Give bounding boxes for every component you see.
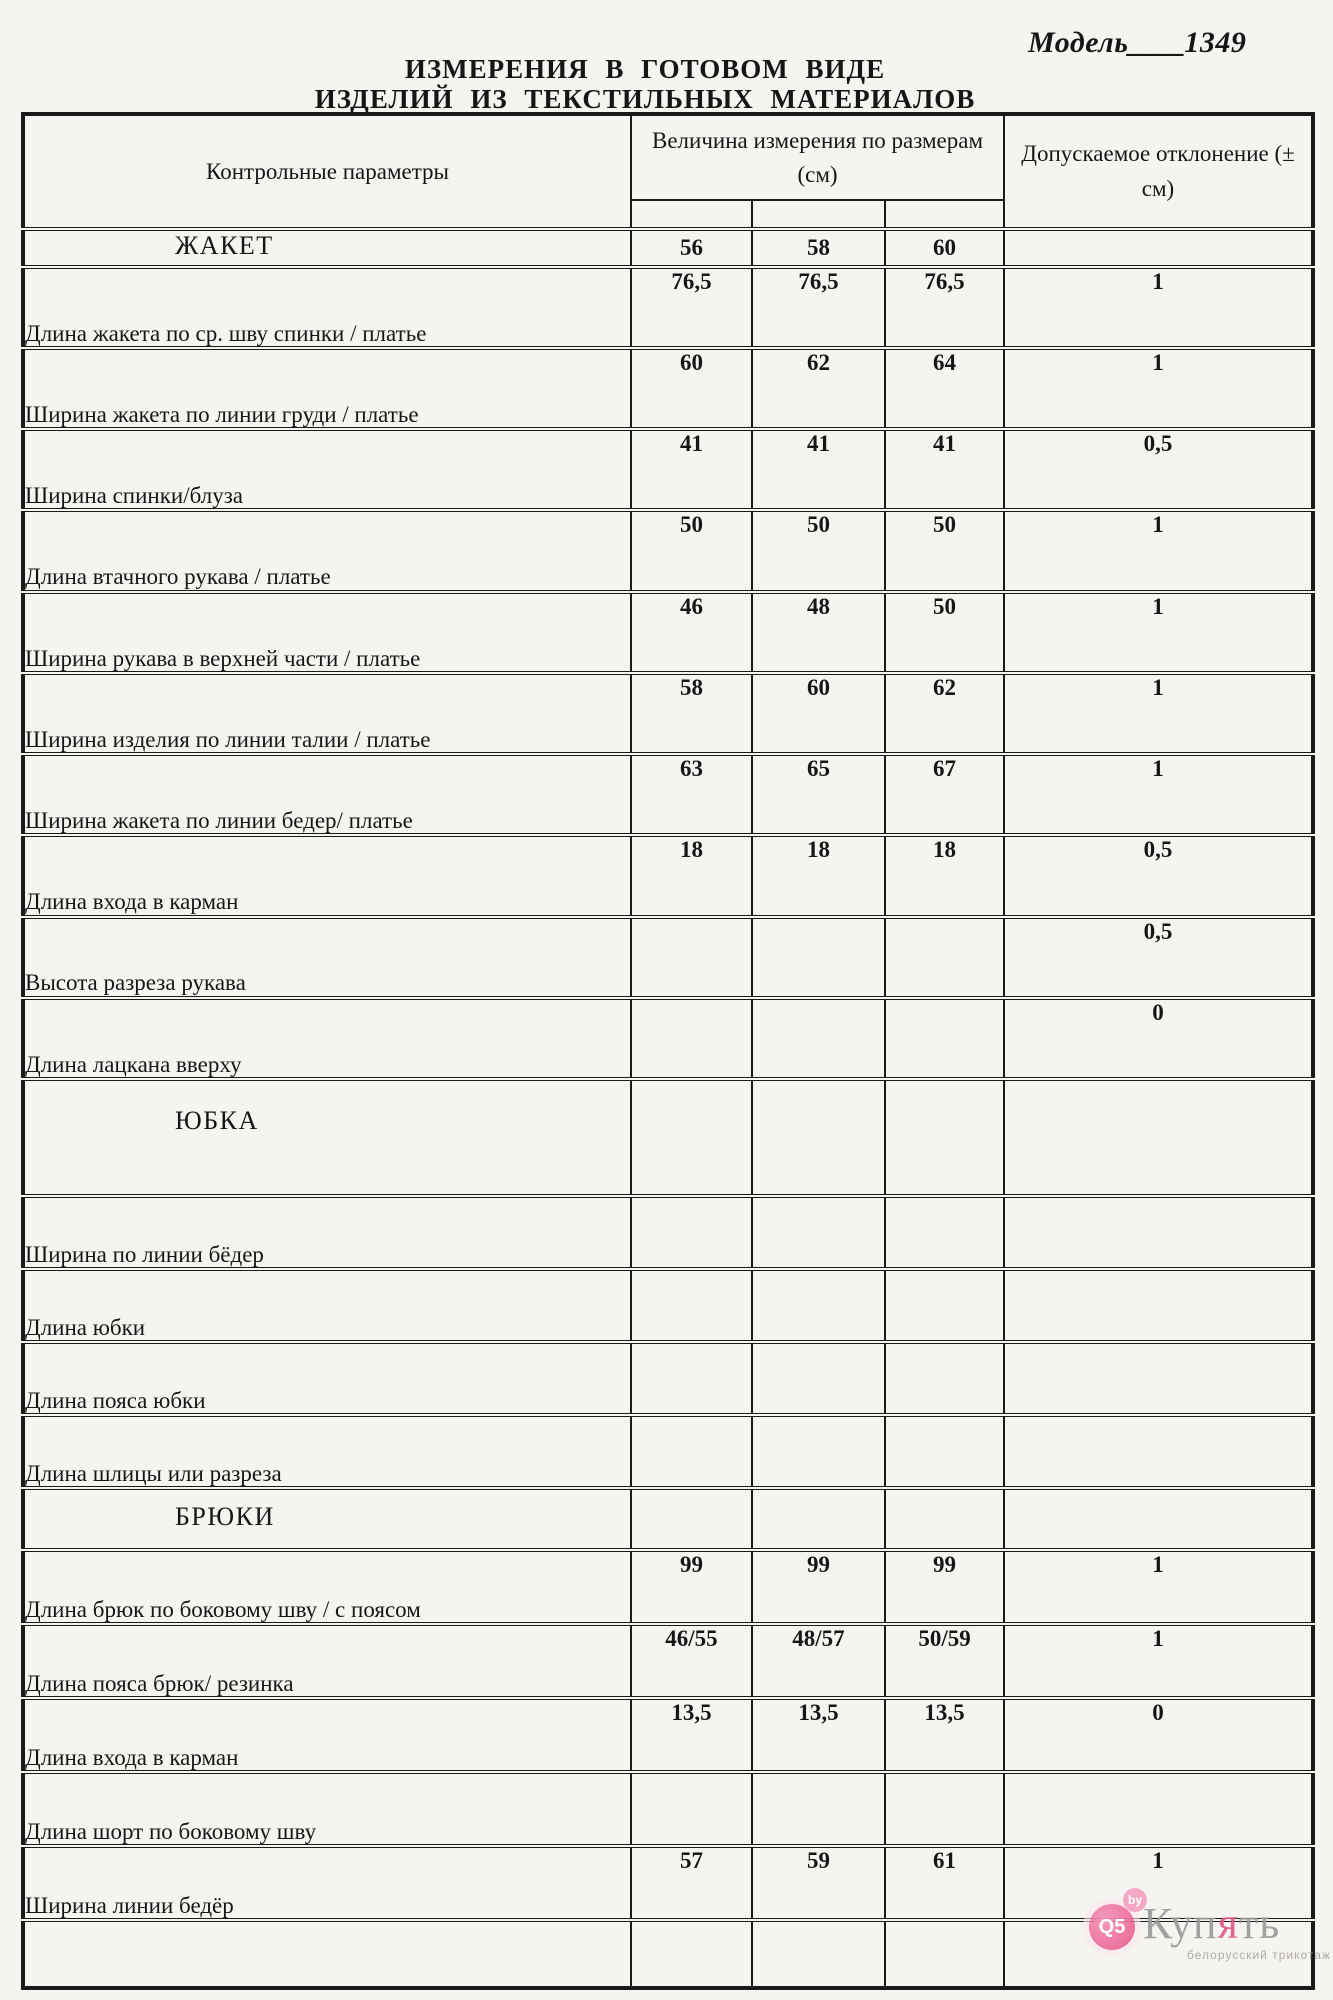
model-blank-line: ____ [1128, 26, 1185, 59]
tolerance-value [1004, 1772, 1313, 1846]
size-value-3 [885, 1920, 1004, 1988]
size-value-2: 13,5 [752, 1698, 885, 1772]
size-value-2: 59 [752, 1846, 885, 1920]
tolerance-value: 0,5 [1004, 429, 1313, 510]
tolerance-value: 0,5 [1004, 835, 1313, 916]
size-value-3 [885, 1269, 1004, 1342]
tolerance-value: 1 [1004, 510, 1313, 591]
size-value-1: 60 [631, 348, 752, 429]
size-value-3: 50/59 [885, 1624, 1004, 1698]
param-row [23, 1342, 1313, 1415]
header-allowed-deviation: Допускаемое отклонение (± см) [1004, 114, 1313, 229]
param-label: Длина входа в карман [23, 835, 631, 916]
size-value-2: 18 [752, 835, 885, 916]
param-label: Ширина рукава в верхней части / платье [23, 592, 631, 673]
size-value-1: 41 [631, 429, 752, 510]
size-value-3: 50 [885, 592, 1004, 673]
param-label: Высота разреза рукава [23, 917, 631, 998]
tolerance-value: 1 [1004, 1550, 1313, 1624]
section-label: ЖАКЕТ [23, 229, 631, 267]
size-value-2: 41 [752, 429, 885, 510]
size-subcell-3 [885, 200, 1004, 229]
table-header-row [23, 114, 1313, 200]
tolerance-value [1004, 1342, 1313, 1415]
size-value-3 [885, 1415, 1004, 1488]
size-value-1: 76,5 [631, 267, 752, 348]
size-value-2: 58 [752, 229, 885, 267]
size-value-2 [752, 1196, 885, 1269]
title-line-2: ИЗДЕЛИЙ ИЗ ТЕКСТИЛЬНЫХ МАТЕРИАЛОВ [314, 84, 976, 115]
param-label: Ширина жакета по линии бедер/ платье [23, 754, 631, 835]
size-value-3 [885, 1196, 1004, 1269]
size-value-3 [885, 1772, 1004, 1846]
size-value-2: 48/57 [752, 1624, 885, 1698]
size-value-2 [752, 1079, 885, 1196]
size-value-1 [631, 1920, 752, 1988]
section-row [23, 1488, 1313, 1550]
size-value-2: 76,5 [752, 267, 885, 348]
size-value-1 [631, 1488, 752, 1550]
size-value-3 [885, 1488, 1004, 1550]
section-label: БРЮКИ [23, 1488, 631, 1550]
size-value-3: 76,5 [885, 267, 1004, 348]
size-subcell-2 [752, 200, 885, 229]
size-value-1: 13,5 [631, 1698, 752, 1772]
param-label: Длина шлицы или разреза [23, 1415, 631, 1488]
size-value-3 [885, 1342, 1004, 1415]
size-value-2: 60 [752, 673, 885, 754]
document-title [0, 54, 1290, 114]
param-row [23, 998, 1313, 1079]
size-value-1 [631, 1772, 752, 1846]
size-value-1: 50 [631, 510, 752, 591]
param-label: Ширина по линии бёдер [23, 1196, 631, 1269]
tolerance-value: 1 [1004, 592, 1313, 673]
tolerance-value [1004, 229, 1313, 267]
tolerance-value: 1 [1004, 1624, 1313, 1698]
tolerance-value: 0 [1004, 1698, 1313, 1772]
size-value-2 [752, 1772, 885, 1846]
size-value-1 [631, 998, 752, 1079]
param-label: Ширина спинки/блуза [23, 429, 631, 510]
param-row [23, 348, 1313, 429]
brand-accent-letter: я [1217, 1899, 1239, 1948]
size-value-1 [631, 1079, 752, 1196]
size-value-2 [752, 1488, 885, 1550]
size-value-1: 18 [631, 835, 752, 916]
size-value-2: 65 [752, 754, 885, 835]
section-label: ЮБКА [23, 1079, 631, 1196]
param-label [23, 1920, 631, 1988]
tolerance-value [1004, 1415, 1313, 1488]
size-value-2 [752, 1269, 885, 1342]
param-row [23, 1846, 1313, 1920]
size-value-2 [752, 917, 885, 998]
size-value-2: 99 [752, 1550, 885, 1624]
tolerance-value: 1 [1004, 348, 1313, 429]
param-row [23, 1415, 1313, 1488]
size-value-3: 13,5 [885, 1698, 1004, 1772]
title-line-1: ИЗМЕРЕНИЯ В ГОТОВОМ ВИДЕ [404, 54, 886, 84]
param-label: Длина пояса юбки [23, 1342, 631, 1415]
size-value-3: 61 [885, 1846, 1004, 1920]
tolerance-value [1004, 1196, 1313, 1269]
size-value-3: 41 [885, 429, 1004, 510]
param-label: Длина юбки [23, 1269, 631, 1342]
size-value-2 [752, 1920, 885, 1988]
size-value-1 [631, 1415, 752, 1488]
param-row [23, 1550, 1313, 1624]
model-label: Модель [1028, 26, 1129, 59]
param-row [23, 429, 1313, 510]
size-value-3 [885, 998, 1004, 1079]
size-subcell-1 [631, 200, 752, 229]
size-value-2 [752, 998, 885, 1079]
size-value-1: 56 [631, 229, 752, 267]
tolerance-value [1004, 1079, 1313, 1196]
param-row [23, 1698, 1313, 1772]
param-label: Длина шорт по боковому шву [23, 1772, 631, 1846]
size-value-1 [631, 917, 752, 998]
size-value-2 [752, 1415, 885, 1488]
size-value-2 [752, 1342, 885, 1415]
tolerance-value: 1 [1004, 1846, 1313, 1920]
param-label: Длина лацкана вверху [23, 998, 631, 1079]
size-value-3: 60 [885, 229, 1004, 267]
param-label: Ширина изделия по линии талии / платье [23, 673, 631, 754]
param-row [23, 1269, 1313, 1342]
param-label: Длина входа в карман [23, 1698, 631, 1772]
param-row [23, 754, 1313, 835]
size-value-3: 99 [885, 1550, 1004, 1624]
size-value-3 [885, 1079, 1004, 1196]
size-value-1: 58 [631, 673, 752, 754]
section-row [23, 1079, 1313, 1196]
tolerance-value: 0,5 [1004, 917, 1313, 998]
size-value-1 [631, 1196, 752, 1269]
param-row [23, 1196, 1313, 1269]
size-value-3: 64 [885, 348, 1004, 429]
tolerance-value: 1 [1004, 673, 1313, 754]
watermark-by-badge: by [1123, 1888, 1147, 1912]
header-control-parameters: Контрольные параметры [23, 114, 631, 229]
size-value-2: 50 [752, 510, 885, 591]
size-value-1: 46/55 [631, 1624, 752, 1698]
size-value-1 [631, 1342, 752, 1415]
tolerance-value [1004, 1488, 1313, 1550]
size-value-1: 63 [631, 754, 752, 835]
param-row [23, 267, 1313, 348]
size-value-3: 67 [885, 754, 1004, 835]
param-row [23, 1772, 1313, 1846]
size-value-3: 50 [885, 510, 1004, 591]
tolerance-value [1004, 1920, 1313, 1988]
section-row [23, 229, 1313, 267]
param-row [23, 510, 1313, 591]
brand-head: Куп [1143, 1899, 1218, 1948]
size-value-2: 48 [752, 592, 885, 673]
tolerance-value: 1 [1004, 267, 1313, 348]
param-label: Длина втачного рукава / платье [23, 510, 631, 591]
measurements-table [21, 112, 1315, 1990]
param-row [23, 592, 1313, 673]
tolerance-value: 1 [1004, 754, 1313, 835]
param-row [23, 835, 1313, 916]
param-label: Ширина жакета по линии груди / платье [23, 348, 631, 429]
param-label: Длина пояса брюк/ резинка [23, 1624, 631, 1698]
watermark-tagline: белорусский трикотаж [1187, 1948, 1331, 1962]
empty-row [23, 1920, 1313, 1988]
size-value-1 [631, 1269, 752, 1342]
size-value-2: 62 [752, 348, 885, 429]
header-measurement-by-size: Величина измерения по размерам (см) [631, 114, 1004, 200]
param-label: Длина брюк по боковому шву / с поясом [23, 1550, 631, 1624]
size-value-1: 99 [631, 1550, 752, 1624]
param-row [23, 1624, 1313, 1698]
param-label: Длина жакета по ср. шву спинки / платье [23, 267, 631, 348]
watermark-badge-icon: Q5 [1089, 1904, 1135, 1950]
size-value-3: 18 [885, 835, 1004, 916]
size-value-3: 62 [885, 673, 1004, 754]
size-value-3 [885, 917, 1004, 998]
tolerance-value: 0 [1004, 998, 1313, 1079]
size-value-1: 57 [631, 1846, 752, 1920]
size-value-1: 46 [631, 592, 752, 673]
param-label: Ширина линии бедёр [23, 1846, 631, 1920]
param-row [23, 673, 1313, 754]
param-row [23, 917, 1313, 998]
brand-tail: ть [1238, 1899, 1281, 1948]
model-number: 1349 [1184, 26, 1247, 59]
tolerance-value [1004, 1269, 1313, 1342]
